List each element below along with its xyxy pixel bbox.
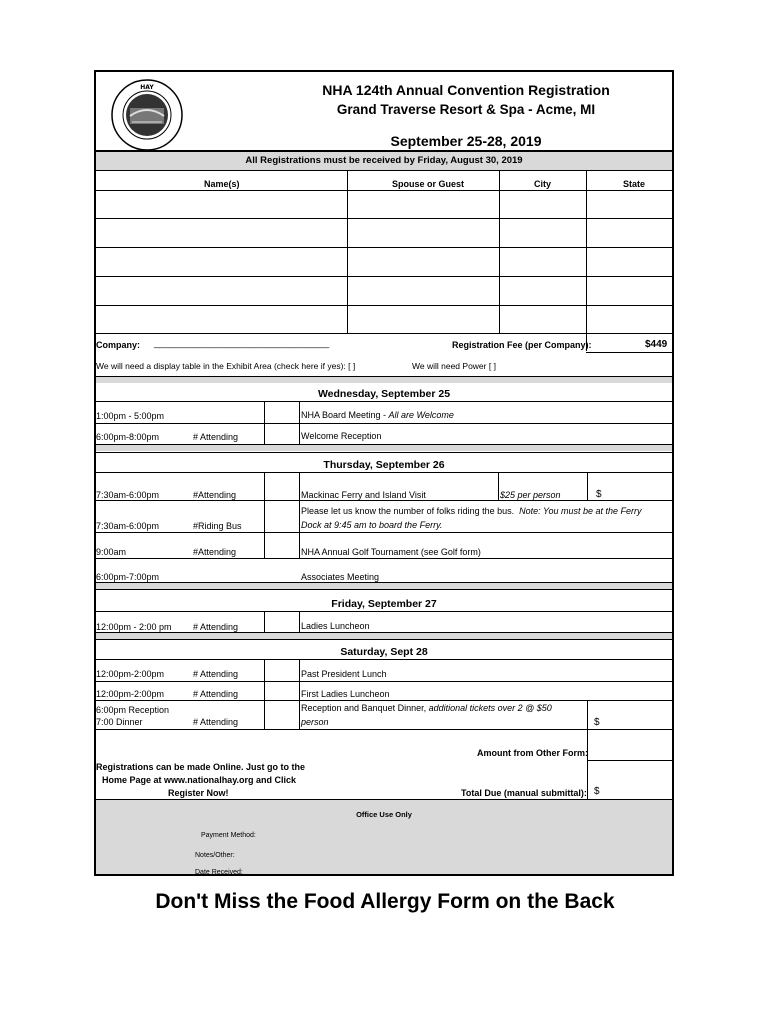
form-title: NHA 124th Annual Convention Registration: [322, 82, 610, 98]
sat-first-ladies-time: 12:00pm-2:00pm: [96, 689, 165, 699]
thu-golf-time: 9:00am: [96, 547, 127, 557]
power-checkbox[interactable]: We will need Power [ ]: [412, 361, 496, 371]
sat-first-ladies-attending-input[interactable]: [265, 682, 298, 699]
company-label: Company:: [96, 340, 141, 350]
sat-banquet-event: [301, 703, 552, 714]
sat-banquet-attending-input[interactable]: [265, 701, 298, 728]
food-allergy-reminder: Don't Miss the Food Allergy Form on the Back: [155, 890, 615, 913]
thursday-heading: Thursday, September 26: [323, 459, 445, 471]
name-entry-row[interactable]: [97, 277, 346, 304]
registration-deadline: All Registrations must be received by Friday, August 30, 2019: [245, 155, 523, 166]
svg-text:HAY: HAY: [140, 84, 154, 91]
wed-board-event-note: All are Welcome: [388, 410, 454, 420]
sat-first-ladies-event: First Ladies Luncheon: [301, 689, 390, 699]
sat-past-president-attending-label: # Attending: [193, 669, 239, 679]
sat-past-president-attending-input[interactable]: [265, 660, 298, 680]
convention-location: Grand Traverse Resort & Spa - Acme, MI: [336, 102, 596, 117]
thu-golf-event: NHA Annual Golf Tournament (see Golf form): [301, 547, 481, 557]
wed-board-event: [301, 410, 454, 421]
thu-ferry-price: $25 per person: [500, 490, 561, 500]
thu-associates-event: Associates Meeting: [301, 572, 380, 582]
other-form-amount-label: Amount from Other Form:: [477, 748, 588, 758]
wed-board-time: 1:00pm - 5:00pm: [96, 411, 165, 421]
thu-golf-attending-input[interactable]: [265, 533, 298, 557]
thu-bus-question: Please let us know the number of folks riding the bus.: [301, 506, 515, 516]
total-due-label: Total Due (manual submittal):: [461, 788, 587, 798]
sat-past-president-time: 12:00pm-2:00pm: [96, 669, 165, 679]
company-input[interactable]: ___________________________________: [154, 338, 330, 348]
thu-bus-riding-input[interactable]: [265, 501, 298, 531]
fri-luncheon-attending-input[interactable]: [265, 612, 298, 631]
registration-form: [94, 70, 674, 876]
fri-luncheon-event: Ladies Luncheon: [301, 621, 370, 631]
sat-banquet-event-text: Reception and Banquet Dinner,: [301, 703, 429, 713]
registration-fee-value: $449: [645, 339, 668, 350]
payment-method-label: Payment Method:: [201, 832, 256, 839]
thu-bus-attending-label: #Riding Bus: [193, 521, 242, 531]
fri-luncheon-time: 12:00pm - 2:00 pm: [96, 622, 172, 632]
wed-reception-attending-input[interactable]: [265, 424, 298, 443]
fri-luncheon-attending-label: # Attending: [193, 622, 239, 632]
convention-dates: September 25-28, 2019: [390, 133, 542, 149]
sat-banquet-note: additional tickets over 2 @ $50: [428, 703, 552, 713]
thu-bus-note-cont: Dock at 9:45 am to board the Ferry.: [301, 520, 443, 530]
friday-heading: Friday, September 27: [331, 598, 437, 610]
col-header-state: State: [623, 179, 646, 189]
thu-bus-note: Note: You must be at the Ferry: [519, 506, 642, 516]
name-entry-row[interactable]: [97, 306, 346, 332]
thu-bus-text: [301, 506, 642, 517]
wed-reception-attending-label: # Attending: [193, 432, 239, 442]
registration-fee-label: Registration Fee (per Company):: [452, 340, 592, 350]
thu-ferry-attending-input[interactable]: [265, 473, 298, 499]
sat-banquet-time-dinner: 7:00 Dinner: [96, 717, 143, 727]
col-header-spouse: Spouse or Guest: [392, 179, 465, 189]
wed-board-event-text: NHA Board Meeting -: [301, 410, 389, 420]
wed-reception-time: 6:00pm-8:00pm: [96, 432, 160, 442]
thu-golf-attending-label: #Attending: [193, 547, 237, 557]
date-received-label: Date Received:: [195, 869, 243, 876]
sat-banquet-attending-label: # Attending: [193, 717, 239, 727]
sat-past-president-event: Past President Lunch: [301, 669, 387, 679]
nha-seal-logo: [110, 78, 184, 152]
thu-ferry-time: 7:30am-6:00pm: [96, 490, 160, 500]
online-registration-link[interactable]: Register Now!: [168, 788, 229, 798]
thu-bus-time: 7:30am-6:00pm: [96, 521, 160, 531]
sat-banquet-note-cont: person: [301, 717, 329, 727]
total-due-dollar: $: [594, 786, 600, 797]
name-entry-row[interactable]: [97, 219, 346, 246]
wednesday-heading: Wednesday, September 25: [317, 388, 451, 400]
sat-first-ladies-attending-label: # Attending: [193, 689, 239, 699]
office-use-heading: Office Use Only: [356, 810, 412, 819]
thu-ferry-attending-label: #Attending: [193, 490, 237, 500]
name-entry-row[interactable]: [97, 248, 346, 275]
sat-banquet-time-reception: 6:00pm Reception: [96, 705, 170, 715]
wed-reception-event: Welcome Reception: [301, 431, 382, 441]
name-entry-row[interactable]: [97, 191, 346, 217]
thu-ferry-event: Mackinac Ferry and Island Visit: [301, 490, 426, 500]
saturday-heading: Saturday, Sept 28: [340, 646, 428, 658]
wed-board-attending-input[interactable]: [265, 402, 298, 422]
thu-ferry-dollar: $: [596, 489, 602, 500]
display-table-checkbox[interactable]: We will need a display table in the Exhibit Area (check here if yes): [ ]: [96, 361, 356, 371]
other-form-amount-input[interactable]: [588, 730, 672, 759]
thu-associates-time: 6:00pm-7:00pm: [96, 572, 160, 582]
online-registration-note-2: Home Page at www.nationalhay.org and Click: [102, 775, 297, 785]
col-header-city: City: [534, 179, 552, 189]
sat-banquet-dollar: $: [594, 717, 600, 728]
online-registration-note-1: Registrations can be made Online. Just go to the: [96, 762, 306, 772]
col-header-names: Name(s): [204, 179, 240, 189]
notes-other-label: Notes/Other:: [195, 852, 235, 859]
